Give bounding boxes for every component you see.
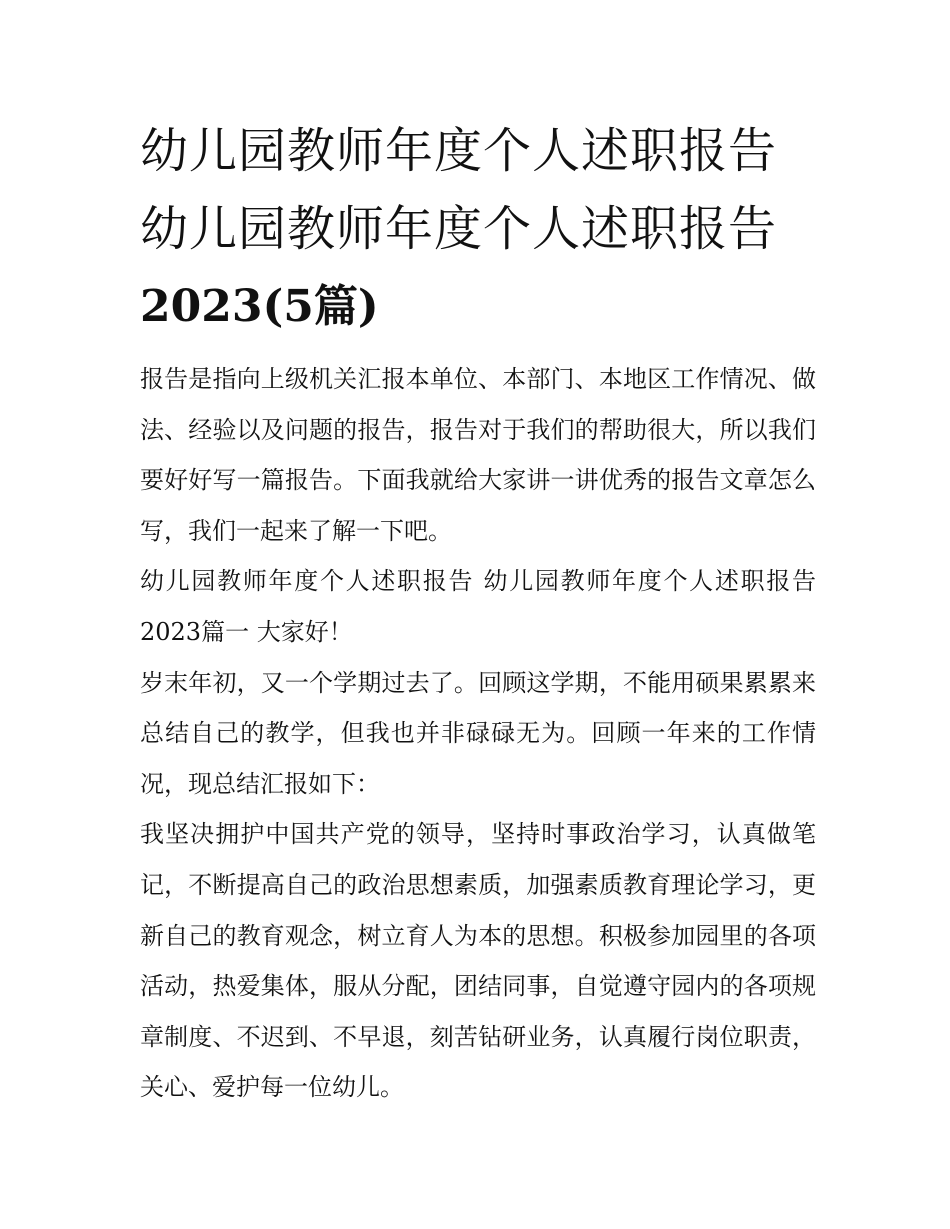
paragraph-intro: 报告是指向上级机关汇报本单位、本部门、本地区工作情况、做法、经验以及问题的报告，报告对于我们的帮助很大，所以我们要好好写一篇报告。下面我就给大家讲一讲优秀的报告文章怎么写，我们一起来了解一下吧。 bbox=[140, 365, 816, 545]
document-title bbox=[140, 112, 816, 346]
title-line-1: 幼儿园教师年度个人述职报告 bbox=[140, 123, 778, 179]
paragraph-review: 岁末年初，又一个学期过去了。回顾这学期，不能用硕果累累来总结自己的教学，但我也并非碌碌无为。回顾一年来的工作情况，现总结汇报如下： bbox=[140, 668, 816, 798]
title-line-2: 幼儿园教师年度个人述职报告 bbox=[140, 201, 778, 257]
paragraph-heading: 幼儿园教师年度个人述职报告 幼儿园教师年度个人述职报告2023篇一 大家好！ bbox=[140, 567, 816, 646]
paragraph-politics: 我坚决拥护中国共产党的领导，坚持时事政治学习，认真做笔记，不断提高自己的政治思想素质，加强素质教育理论学习，更新自己的教育观念，树立育人为本的思想。积极参加园里的各项活动，热爱集体，服从分配，团结同事，自觉遵守园内的各项规章制度、不迟到、不早退，刻苦钻研业务，认真履行岗位职责，关心、爱护每一位幼儿。 bbox=[140, 820, 816, 1102]
title-line-3: 2023(5篇) bbox=[140, 281, 379, 332]
document-body bbox=[140, 112, 816, 1113]
